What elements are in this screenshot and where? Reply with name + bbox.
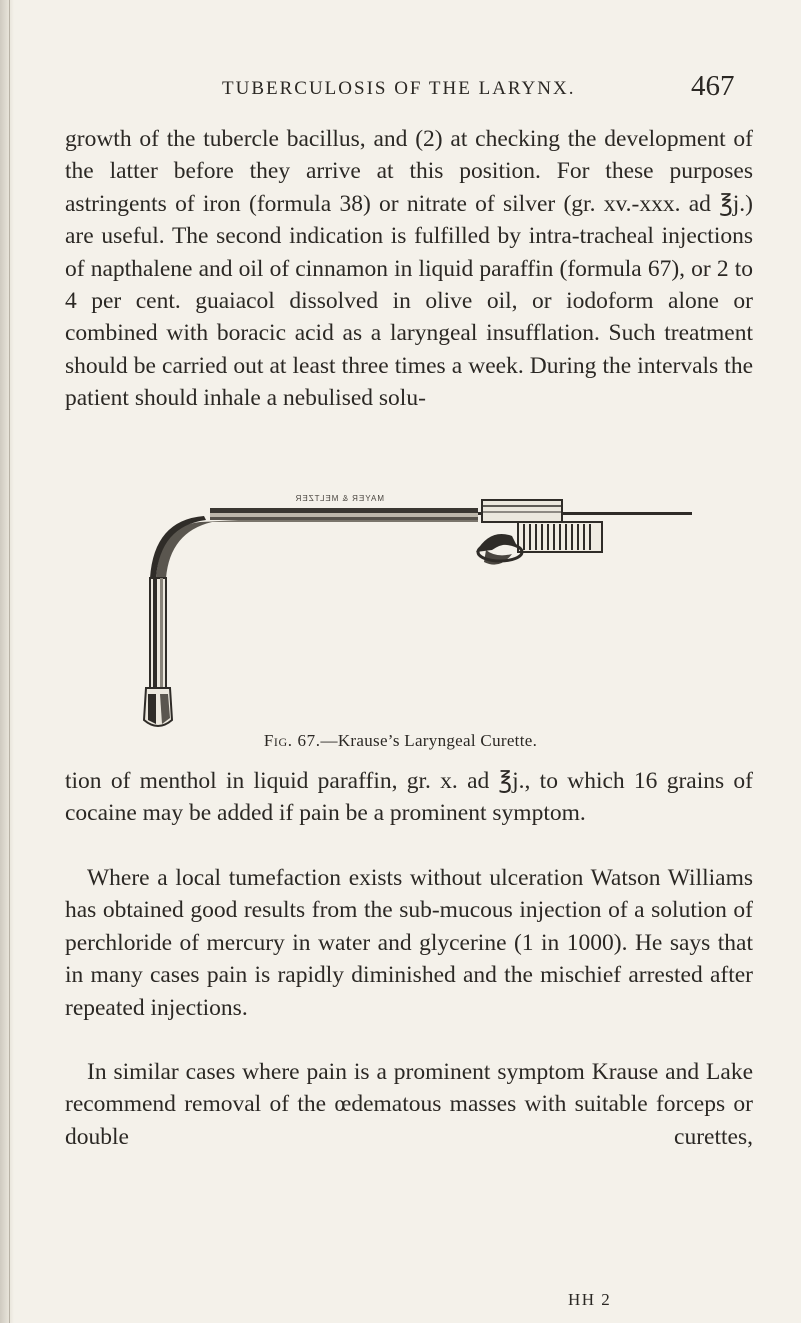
page-header — [0, 70, 801, 106]
page-number: 467 — [691, 70, 735, 102]
signature-mark: HH 2 — [568, 1290, 612, 1309]
ferrule-icon — [482, 500, 562, 522]
gutter-shadow-line — [9, 0, 10, 1323]
figure-label: Fig. 67. — [263, 731, 321, 750]
finger-ring-icon — [476, 534, 522, 565]
figure-caption-text: —Krause’s Laryngeal Curette. — [320, 731, 538, 750]
laryngeal-curette-illustration — [140, 488, 700, 728]
figure-laryngeal-curette — [140, 488, 700, 728]
shaft-bend-icon — [156, 522, 212, 578]
running-head: TUBERCULOSIS OF THE LARYNX. — [222, 78, 576, 99]
page-gutter — [0, 0, 14, 1323]
paragraph-growth-tubercle: growth of the tubercle bacillus, and (2) at checking the development of the latter before they arrive at this position. For these purposes astringents of iron (formula 38) or nitrate of silver (gr. xv.-xxx. ad ℥j.) are useful. The second indication is fulfilled by intra-tracheal injections of napthalene and oil of cinnamon in liquid paraffin (formula 67), or 2 to 4 per cent. guaiacol dissolved in olive oil, or iodoform alone or combined with boracic acid as a laryngeal insufflation. Such treatment should be carried out at least three times a week. During the intervals the patient should inhale a nebulised solu- — [65, 126, 753, 412]
figure-caption — [0, 731, 801, 751]
paragraph-menthol-solution: tion of menthol in liquid paraffin, gr. x. ad ℥j., to which 16 grains of cocaine may be added if pain be a prominent symptom. — [65, 768, 753, 827]
vertical-shaft-icon — [150, 578, 166, 696]
shaft-top-edge — [210, 508, 478, 513]
curette-tip-icon — [144, 688, 172, 726]
knurled-grip-icon — [518, 522, 602, 552]
paragraph-local-tumefaction: Where a local tumefaction exists without ulceration Watson Williams has obtained good results from the sub-mucous injection of a solution of perchloride of mercury in water and glycerine (1 in 1000). He says that in many cases pain is rapidly diminished and the mischief arrested after repeated injections. — [65, 865, 753, 1021]
maker-mark-text: MAYER & MELTZER — [294, 494, 384, 503]
paragraph-krause-lake: In similar cases where pain is a prominent symptom Krause and Lake recommend removal of the œdematous masses with suitable forceps or double curettes, — [65, 1059, 753, 1150]
